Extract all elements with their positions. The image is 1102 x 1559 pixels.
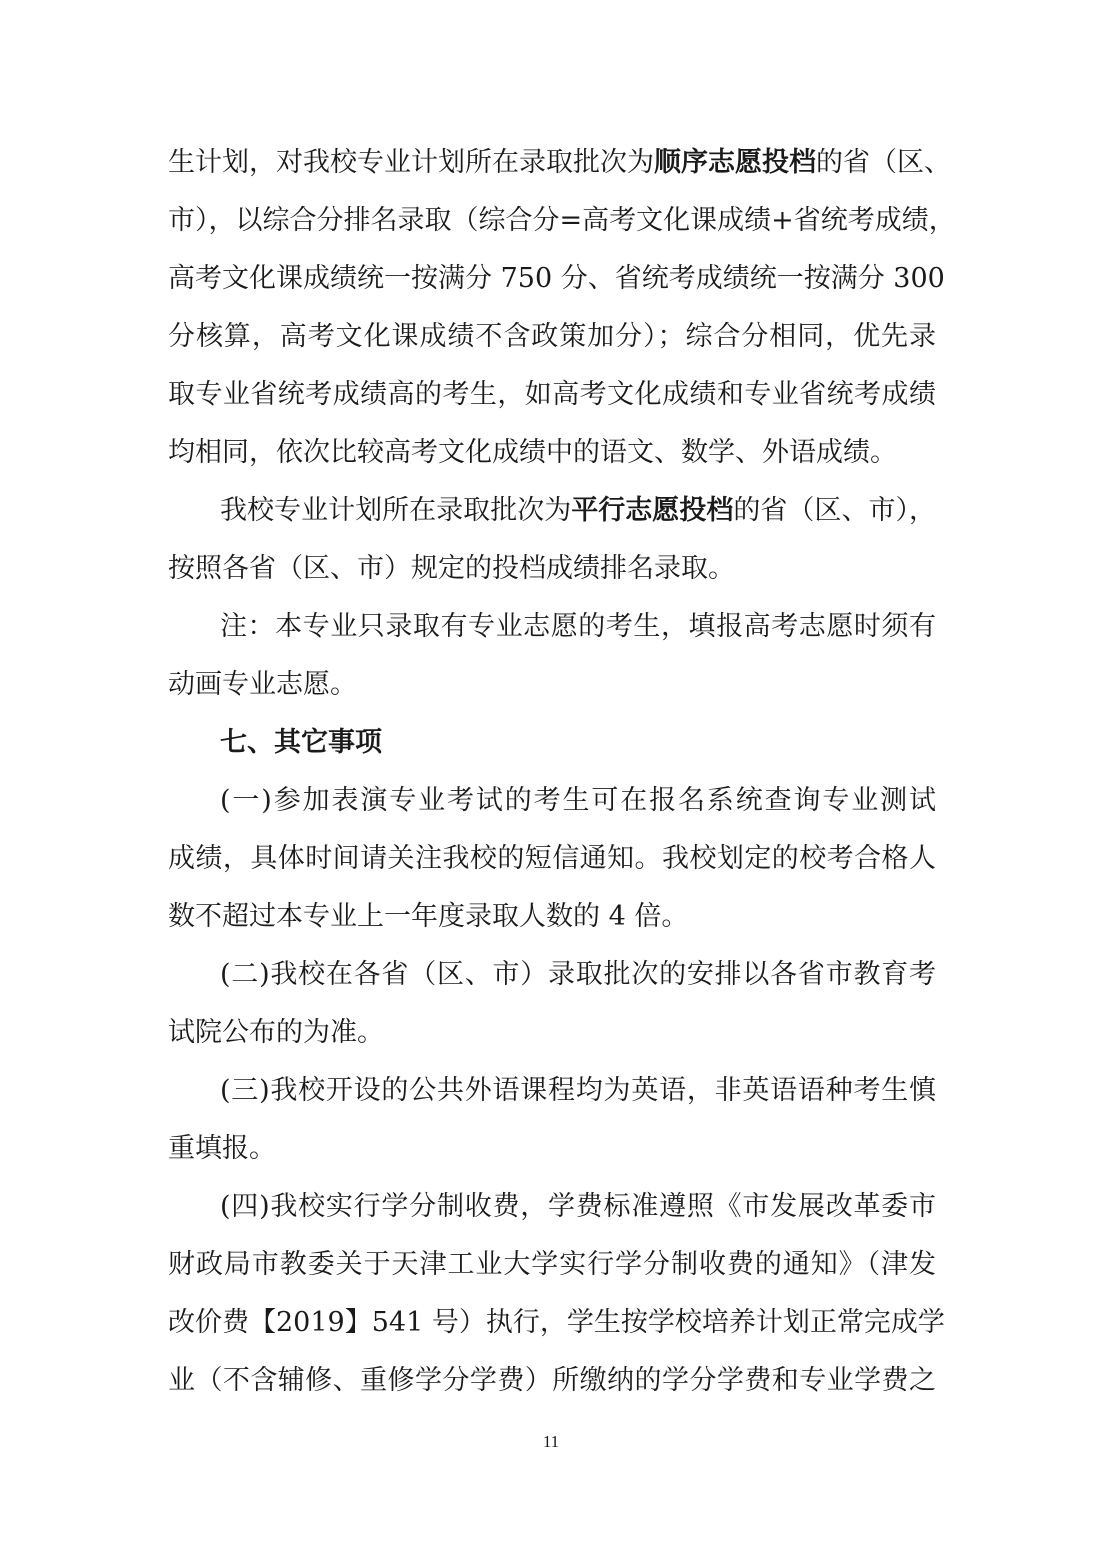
para1-line2: 市），以综合分排名录取（综合分=高考文化课成绩+省统考成绩， — [168, 205, 956, 236]
item4-line1: (四)我校实行学分制收费，学费标准遵照《市发展改革委市 — [220, 1191, 936, 1222]
item1-line1: (一)参加表演专业考试的考生可在报名系统查询专业测试 — [220, 785, 936, 816]
para1-line3: 高考文化课成绩统一按满分 750 分、省统考成绩统一按满分 300 — [168, 263, 945, 294]
note-line2: 动画专业志愿。 — [168, 669, 357, 700]
text: 我校专业计划所在录取批次为 — [220, 495, 572, 526]
item3-line1: (三)我校开设的公共外语课程均为英语，非英语语种考生慎 — [220, 1075, 936, 1106]
item4-line3: 改价费【2019】541 号）执行，学生按学校培养计划正常完成学 — [168, 1307, 945, 1338]
para1-line1 — [168, 134, 951, 192]
item4-line4: 业（不含辅修、重修学分学费）所缴纳的学分学费和专业学费之 — [168, 1365, 936, 1396]
para2-line1 — [168, 482, 936, 540]
note-line1: 注：本专业只录取有专业志愿的考生，填报高考志愿时须有 — [220, 611, 936, 642]
item1-line2: 成绩，具体时间请关注我校的短信通知。我校划定的校考合格人 — [168, 843, 936, 874]
section-heading: 七、其它事项 — [220, 727, 382, 758]
para2-line2: 按照各省（区、市）规定的投档成绩排名录取。 — [168, 553, 735, 584]
item2-line2: 试院公布的为准。 — [168, 1017, 384, 1048]
page-number: 11 — [542, 1432, 560, 1451]
emphasis-parallel-admission: 平行志愿投档 — [571, 495, 734, 526]
text: 的省（区、市）， — [733, 495, 937, 526]
emphasis-sequential-admission: 顺序志愿投档 — [654, 147, 816, 178]
para1-line6: 均相同，依次比较高考文化成绩中的语文、数学、外语成绩。 — [168, 437, 897, 468]
text: 的省（区、 — [816, 147, 951, 178]
item3-line2: 重填报。 — [168, 1133, 276, 1164]
item2-line1: (二)我校在各省（区、市）录取批次的安排以各省市教育考 — [220, 959, 936, 990]
para1-line4: 分核算，高考文化课成绩不含政策加分）；综合分相同，优先录 — [168, 321, 936, 352]
item4-line2: 财政局市教委关于天津工业大学实行学分制收费的通知》（津发 — [168, 1249, 936, 1280]
item1-line3: 数不超过本专业上一年度录取人数的 4 倍。 — [168, 901, 689, 932]
document-body — [168, 134, 956, 1410]
para1-line5: 取专业省统考成绩高的考生，如高考文化成绩和专业省统考成绩 — [168, 379, 936, 410]
text: 生计划，对我校专业计划所在录取批次为 — [168, 147, 654, 178]
